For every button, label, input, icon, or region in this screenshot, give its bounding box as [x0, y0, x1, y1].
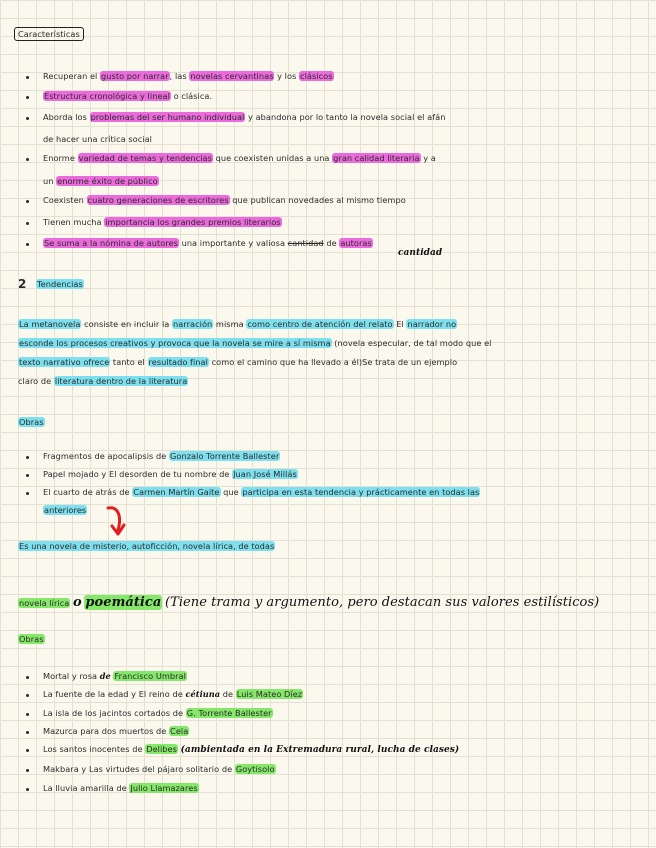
list-item: Estructura cronológica y lineal o clásica.	[44, 91, 213, 101]
obras-label: Obras	[19, 417, 44, 427]
paragraph-line: La metanovela consiste en incluir la narración misma como centro de atención del relato El narrador no	[19, 319, 457, 329]
list-item: Recuperan el gusto por narrar, las novelas cervantinas y los clásicos	[43, 71, 333, 81]
handwritten-correction: cantidad	[398, 248, 443, 258]
red-arrow-icon	[104, 504, 132, 538]
list-item: Fragmentos de apocalipsis de Gonzalo Torrente Ballester	[43, 451, 280, 461]
bullet-dot	[26, 788, 29, 791]
bullet-dot	[26, 676, 29, 679]
bullet-dot	[26, 76, 29, 79]
list-item: Se suma a la nómina de autores una importante y valiosa cantidad de autoras	[44, 238, 372, 248]
paragraph-line: esconde los procesos creativos y provoca que la novela se mire a sí misma (novela especular, de tal modo que el	[19, 338, 492, 348]
section-title	[14, 28, 84, 40]
misterio-line: Es una novela de misterio, autoficción, novela lírica, de todas	[19, 541, 275, 551]
novela-lirica-line: novela lírica o poemática (Tiene trama y argumento, pero destacan sus valores estilísticos)	[19, 595, 600, 610]
bullet-dot	[26, 769, 29, 772]
list-item: Mortal y rosa de Francisco Umbral	[43, 671, 186, 681]
list-item-continuation: de hacer una crítica social	[43, 134, 152, 144]
bullet-dot	[26, 474, 29, 477]
paragraph-line: claro de literatura dentro de la literatura	[18, 376, 188, 386]
list-item: Mazurca para dos muertos de Cela	[43, 726, 189, 736]
list-item: Makbara y Las virtudes del pájaro solitario de Goytisolo	[43, 764, 275, 774]
bullet-dot	[26, 200, 29, 203]
bullet-dot	[26, 117, 29, 120]
list-item: Aborda los problemas del ser humano individual y abandona por lo tanto la novela social el afán	[43, 112, 446, 122]
bullet-dot	[26, 713, 29, 716]
list-item: Los santos inocentes de Delibes (ambientada en la Extremadura rural, lucha de clases)	[43, 744, 460, 755]
bullet-dot	[26, 731, 29, 734]
bullet-dot	[26, 158, 29, 161]
list-item: El cuarto de atrás de Carmen Martín Gaite que participa en esta tendencia y prácticamente en todas las	[43, 487, 480, 497]
section-heading: Tendencias	[37, 279, 83, 289]
paragraph-line: texto narrativo ofrece tanto el resultado final como el camino que ha llevado a él)Se trata de un ejemplo	[19, 357, 458, 367]
bullet-dot	[26, 222, 29, 225]
bullet-dot	[26, 96, 29, 99]
bullet-dot	[26, 492, 29, 495]
title-box: Características	[14, 27, 84, 41]
bullet-dot	[26, 243, 29, 246]
list-item: La lluvia amarilla de Julio Llamazares	[43, 783, 198, 793]
list-item: Tienen mucha importancia los grandes premios literarios	[43, 217, 281, 227]
obras-label: Obras	[19, 634, 44, 644]
list-item-continuation: un enorme éxito de público	[43, 176, 158, 186]
list-item: Coexisten cuatro generaciones de escritores que publican novedades al mismo tiempo	[43, 195, 406, 205]
list-item: Enorme variedad de temas y tendencias que coexisten unidas a una gran calidad literaria y a	[43, 153, 436, 163]
list-item: Papel mojado y El desorden de tu nombre de Juan José Millás	[43, 469, 297, 479]
bullet-dot	[26, 694, 29, 697]
bullet-dot	[26, 456, 29, 459]
bullet-dot	[26, 749, 29, 752]
section-number: 2	[18, 277, 27, 291]
list-item: La fuente de la edad y El reino de cétiuna de Luis Mateo Díez	[43, 689, 303, 699]
list-item-continuation: anteriores	[44, 505, 87, 515]
list-item: La isla de los jacintos cortados de G. Torrente Ballester	[43, 708, 272, 718]
